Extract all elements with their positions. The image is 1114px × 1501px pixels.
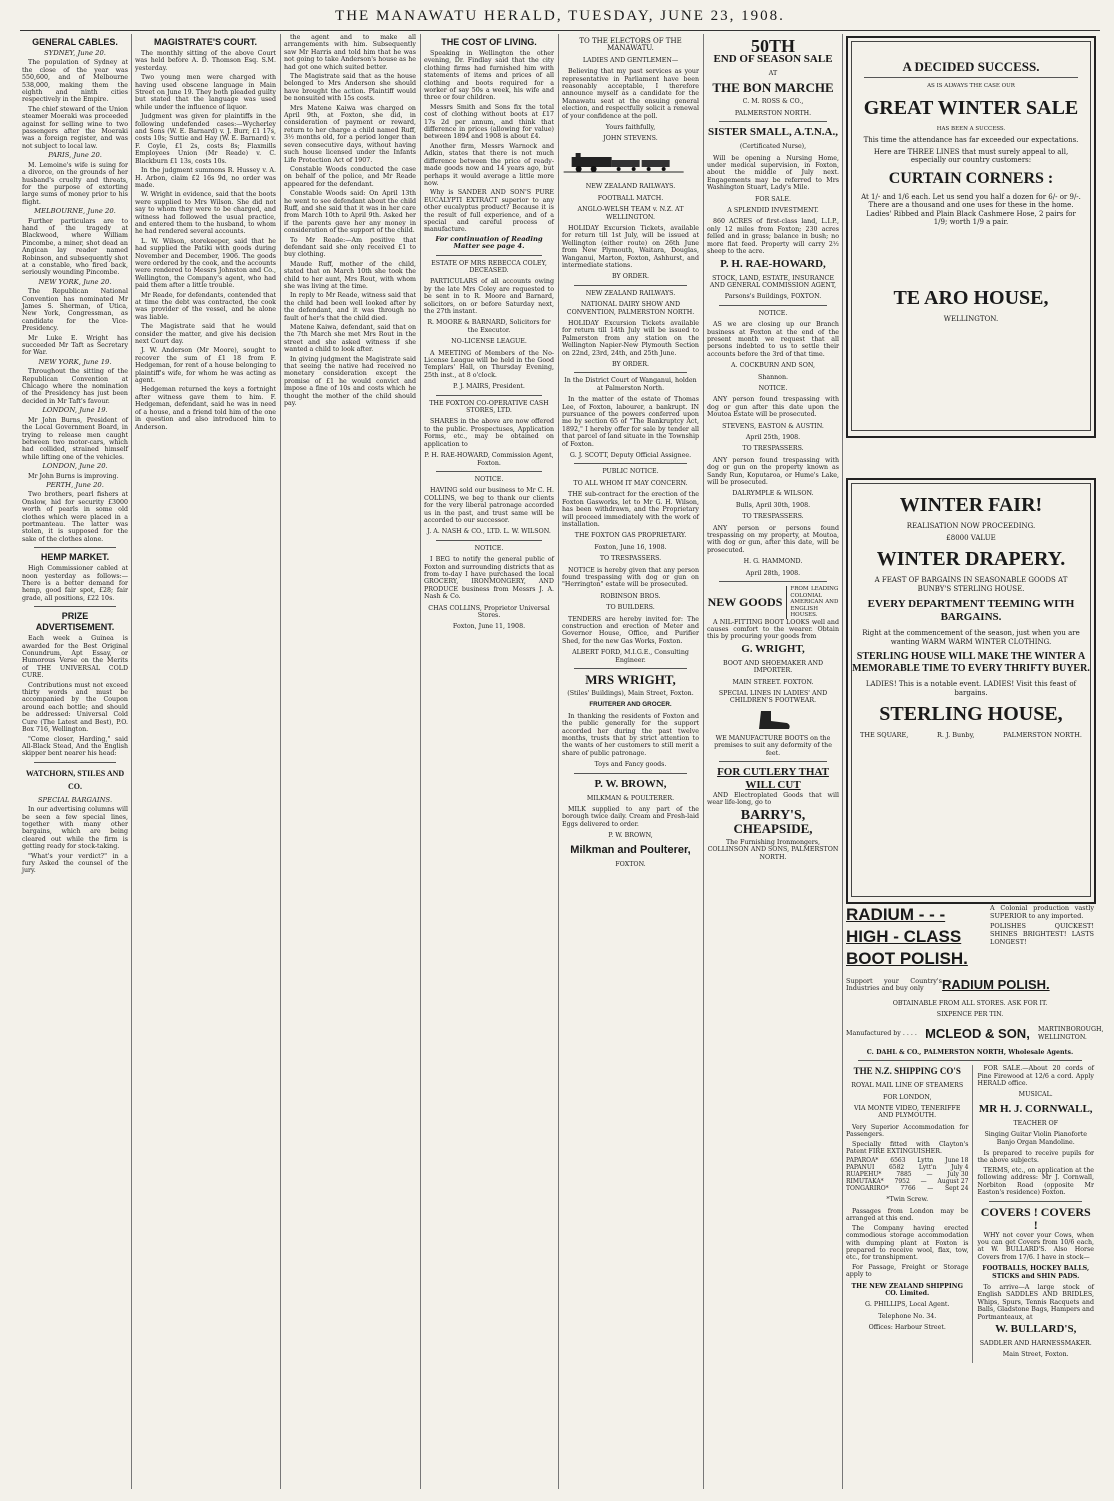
notice-heading: NOTICE. [758,384,788,392]
estate-heading: ESTATE OF MRS REBECCA COLEY, DECEASED. [431,259,547,274]
hemp-market-heading: HEMP MARKET. [40,552,110,563]
article-paragraph: The Magistrate said that he would consider the matter, and give his decision next Court day. [135,323,276,346]
fitted-line: Specially fitted with Clayton's Patent FIRE EXTINGUISHER. [846,1140,969,1156]
article-paragraph: Messrs Smith and Sons fix the total cost of clothing without boots at £17 17s 2d per annum, and think that difference in prices (allowing for value) between 1894 and 1908 is about £4. [424,103,554,141]
fiftieth-heading: 50TH [750,36,795,56]
league-heading: NO-LICENSE LEAGUE. [451,338,527,346]
ship-name: PAPANUI [846,1164,875,1172]
column-divider [558,34,559,1489]
signature-place: Shannon. [757,373,789,381]
article-paragraph: HOLIDAY Excursion Tickets, available for return till 1st July, will be issued at Wellington (either route) on 26th June from New Plymouth, Waitara, Douglas, Wanganui, Marton, Foxton, Ashhurst, and intermediate stations. [562,224,699,269]
article-paragraph: In giving judgment the Magistrate said that seeing the native had received no monetary consideration except the promise of £1 he would convict and impose a fine of 10s and costs which he thought the mother of the child should pay. [284,355,416,408]
date-line: Foxton, June 11, 1908. [452,623,526,631]
g-wright-address: MAIN STREET. FOXTON. [732,678,814,686]
ship-port: Lytt'n [918,1164,937,1172]
divider [858,1060,1082,1061]
g-wright-heading: G. WRIGHT, [741,642,805,655]
new-goods-banner [707,586,839,619]
ship-table [846,1157,968,1192]
ship-tons: 7952 [894,1178,910,1186]
verse: "Come closer, Harding," said All-Black Stead, And the English skipper bent nearer his head: [22,735,128,758]
ship-date: Sept 24 [944,1185,969,1193]
ship-name: RUAPEHU* [846,1171,882,1179]
sterling-owner: R. J. Bunby, [937,731,975,739]
signature: H. G. HAMMOND. [743,558,803,566]
instruments-line: Singing Guitar Violin Pianoforte Banjo Organ Mandoline. [984,1131,1087,1146]
article-paragraph: The chief steward of the Union steamer Moeraki was proceeded against for selling wine to two passengers after the Moeraki was a foreign register, and was not subject to local law. [22,105,128,150]
right-line: Right at the commencement of the season, just when you are wanting WARM WARM WINTER CLOTHING. [862,629,1080,646]
for-sale-heading: FOR SALE. [755,195,791,203]
barrys-heading: BARRY'S, [740,807,806,823]
high-class-word: HIGH - CLASS [846,927,962,946]
column-magistrates-court [135,34,276,1489]
sterling-town: PALMERSTON NORTH. [1003,731,1082,739]
article-paragraph: ANY person found trespassing with dog or gun after this date upon the Moutoa Estate will be prosecuted. [707,396,839,419]
ship-port: — [920,1178,927,1186]
divider [436,255,542,256]
article-paragraph: Two brothers, pearl fishers at Onslow, hid for security £3000 worth of pearls in some old clothes which were placed in a portmanteau. The latter was stolen, it is supposed for the sake of the clothes alone. [22,491,128,543]
signature: P. H. RAE-HOWARD, Commission Agent, Foxton. [424,452,554,467]
article-paragraph: L. W. Wilson, storekeeper, said that he had supplied the Patiki with goods during November and December, 1906. The goods were ordered by the cook, and the accounts were rendered to Messrs Johnston and Co., Wellington, the Company's agent, who had paid them after a little trouble. [135,237,276,290]
prize-advertisement-heading: PRIZE ADVERTISEMENT. [35,611,115,633]
article-paragraph: HAVING sold our business to Mr C. H. COLLINS, we beg to thank our clients for the very liberal patronage accorded us in the past, and trust same will be accorded to our successor. [424,487,554,524]
dateline: NEW YORK, June 20. [38,277,112,286]
column-notices [562,34,699,1489]
article-paragraph: Constable Woods said: On April 13th he went to see defendant about the child Ruff, and she said that it was in her care from March 10th to April 9th. Asked her if the parents gave her any money in consideration of the support of the child. [284,190,416,235]
freight-line: For Passage, Freight or Storage apply to [846,1263,969,1279]
ship-row [846,1164,968,1171]
article-paragraph: The Republican National Convention has nominated Mr James S. Sherman, of Utica, New York, Congressman, as candidate for the Vice-Presidency. [22,288,128,333]
railways-heading: NEW ZEALAND RAILWAYS. [585,183,676,191]
via-line: VIA MONTE VIDEO, TENERIFFE AND PLYMOUTH. [854,1105,961,1120]
ship-row [846,1157,968,1164]
verse: "What's your verdict?" in a fury Asked the counsel of the jury. [22,852,128,875]
te-aro-heading: TE ARO HOUSE, [893,286,1049,309]
radium-banner [846,904,1094,970]
column-ads [707,34,839,1489]
article-paragraph: NOTICE is hereby given that any person found trespassing with dog or gun on "Herrington" estate will be prosecuted. [562,566,699,589]
covers-heading: COVERS ! COVERS ! [980,1204,1091,1232]
column-divider [703,34,704,1489]
date-line: Bulls, April 30th, 1908. [735,501,811,509]
terms-line: TERMS, etc., on application at the following address: Mr J. Cornwall, Norbiton Road (opposite Mr Easton's residence) Foxton. [977,1166,1094,1197]
by-order: BY ORDER. [612,273,649,281]
railways-heading: NEW ZEALAND RAILWAYS. [585,289,676,297]
g-wright-sub: BOOT AND SHOEMAKER AND IMPORTER. [722,659,824,675]
trespass-heading: TO TRESPASSERS. [599,555,662,563]
palmerston-line: PALMERSTON NORTH. [734,109,812,117]
at-line: AT [768,70,778,77]
rae-sub: STOCK, LAND, ESTATE, INSURANCE AND GENERAL COMMISSION AGENT, [709,274,837,289]
divider [719,581,827,582]
ship-tons: 6563 [890,1157,906,1165]
general-cables-heading: GENERAL CABLES. [32,37,118,47]
dahl-line: C. DAHL & CO., PALMERSTON NORTH, Wholesale Agents. [866,1048,1074,1056]
phillips-line: G. PHILLIPS, Local Agent. [865,1301,950,1309]
value-line: £8000 VALUE [946,533,996,542]
boot-icon [753,709,793,731]
sterling-square: THE SQUARE, [860,731,909,739]
new-goods-side: FROM LEADING COLONIAL AMERICAN AND ENGLISH HOUSES. [786,586,838,619]
divider [34,547,116,548]
divider [436,540,542,541]
divider [574,773,687,774]
article-paragraph: Mr John Burns, President of the Local Government Board, in trying to release men caught between two motor-cars, which had collided, strained himself while lifting one of the vehicles. [22,416,128,461]
dateline: NEW YORK, June 19. [38,357,112,366]
by-order: BY ORDER. [612,361,649,368]
realisation-line: REALISATION NOW PROCEEDING. [906,522,1036,530]
trespass-heading: TO TRESPASSERS. [742,445,804,453]
dateline: LONDON, June 20. [42,462,108,471]
article-paragraph: The population of Sydney at the close of the year was 550,600, and of Melbourne 538,000, making them the eighth and ninth cities respectively in the Empire. [22,59,128,104]
divider [719,121,827,122]
article-paragraph: Mrs Matene Kaiwa was charged on April 9th, at Foxton, she did, in consideration of payment or reward, return to her charge a child named Ruff, 3½ months old, for a period longer than seven consecutive days, without having such house licensed under the Infants Life Protection Act of 1907. [284,104,416,164]
cutlery-heading: FOR CUTLERY THAT WILL CUT [717,766,829,792]
passages-line: Passages from London may be arranged at this end. [846,1207,969,1223]
signature: ALBERT FORD, M.I.G.E., Consulting Engineer. [572,649,689,664]
colonial-line: A Colonial production vastly SUPERIOR to any imported. [990,904,1094,920]
divider [719,305,827,306]
ship-name: RIMUTAKA* [846,1178,884,1186]
article-paragraph: In reply to Mr Reade, witness said that the child had been well looked after by the defendant, and it was through no fault of her's that the child died. [284,292,416,322]
offices-line: Offices: Harbour Street. [868,1324,946,1332]
article-paragraph: ANY person found trespassing with dog or gun on the property known as Sandy Run, Koputaroa, or Hume's Lake, will be prosecuted. [707,456,839,487]
divider [989,1201,1082,1202]
signature: P. J. MAIRS, President. [453,383,525,391]
divider [574,668,687,669]
new-goods-heading: NEW GOODS [707,594,783,609]
signature: G. J. SCOTT, Deputy Official Assignee. [569,452,692,460]
investment-heading: A SPLENDID INVESTMENT. [727,207,819,215]
dateline: PARIS, June 20. [48,151,102,160]
football-heading: FOOTBALL MATCH. [597,194,664,202]
arrive-line: To arrive—A large stock of English SADDLES AND BRIDLES, Whips, Spurs, Tennis Racquets and Balls, Gladstone Bags, Hampers and Portmanteaux, at [977,1283,1094,1321]
divider [34,762,116,763]
has-been-line: HAS BEEN A SUCCESS. [936,125,1006,132]
signature: P. W. BROWN, [608,832,653,840]
radium-word: RADIUM - - - [846,905,946,924]
article-paragraph: J. W. Anderson (Mr Moore), sought to recover the sum of £1 18 from F. Hedgeman, for rent of a house belonging to plaintiff's wife, for whom he was acting as agent. [135,347,276,385]
coop-heading: THE FOXTON CO-OPERATIVE CASH STORES, LTD. [429,399,549,415]
always-line: AS IS ALWAYS THE CASE OUR [927,83,1015,89]
support-line: Support your Country's Industries and buy only [846,976,942,992]
article-paragraph: Two young men were charged with having used obscene language in Main Street on June 19. They both pleaded guilty but stated that the language was used while under the influence of liquor. [135,74,276,111]
article-paragraph: In our advertising columns will be seen a few special lines, together with many other bargains, which are being cleared out while the firm is getting ready for stock-taking. [22,806,128,851]
article-paragraph: To Mr Reade:—Am positive that defendant said she only received £1 to buy clothing. [284,236,416,259]
radium-polish: RADIUM POLISH. [942,977,1050,992]
rae-howard-heading: P. H. RAE-HOWARD, [720,257,826,270]
every-department: EVERY DEPARTMENT TEEMING WITH BARGAINS. [867,598,1075,623]
divider [436,471,542,472]
ship-date: July 30 [947,1171,969,1179]
court-heading: In the District Court of Wanganui, holden at Palmerston North. [564,377,697,392]
article-paragraph: W. Wright in evidence, said that the boots were supplied to Mrs Wilson. She did not say to whom they were to be charged, and witness had followed the usual practice, and entered them to the husband, to whom he had rendered several accounts. [135,191,276,236]
column-cost-of-living [424,34,554,1489]
signature: JOHN STEVENS. [603,135,658,143]
concern-heading: TO ALL WHOM IT MAY CONCERN. [573,479,688,487]
column-right-ads [846,904,1104,1489]
telephone-line: Telephone No. 34. [878,1312,937,1320]
article-paragraph: Matene Kaiwa, defendant, said that on the 7th March she met Mrs Rout in the street and she asked witness if she wanted a child to look after. [284,324,416,354]
public-notice-heading: PUBLIC NOTICE. [602,468,659,476]
end-of-season-heading: END OF SEASON SALE [713,53,833,65]
notice-heading: NOTICE. [758,309,788,317]
sister-sub: (Certificated Nurse), [739,143,807,151]
mrs-wright-heading: MRS WRIGHT, [585,672,676,687]
article-paragraph: Why is SANDER AND SON'S PURE EUCALYPTI EXTRACT superior to any other eucalyptus product? Because it is the result of full experience, and of a special and careful process of manufacture. [424,189,554,234]
article-paragraph: In thanking the residents of Foxton and the public generally for the support accorded her during the past twelve months, trusts that by strict attention to the wants of her customers to still merit a share of public patronage. [562,712,699,757]
fruiterer-heading: FRUITERER AND GROCER. [589,701,672,709]
article-paragraph: THE sub-contract for the erection of the Foxton Gasworks, let to Mr G. H. Wilson, has been withdrawn, and the Proprietary will proceed immediately with the work of installation. [562,491,699,528]
ship-date: August 27 [937,1178,969,1186]
curtain-text: At 1/- and 1/6 each. Let us send you half a dozen for 6/- or 9/-. There are a thousand and one uses for these in the home. Ladies' Ribbed and Plain Black Cashmere Hose, 2 pairs for 1/9; worth 1/9 a pair. [861,192,1081,226]
teacher-line: TEACHER OF [1013,1119,1058,1127]
rae-address: Parsons's Buildings, FOXTON. [724,293,822,301]
divider [436,395,542,396]
article-paragraph: ANY person or persons found trespassing on my property, at Moutoa, with dog or gun, after this date, will be prosecuted. [707,524,839,554]
musical-heading: MUSICAL. [1018,1091,1053,1099]
article-paragraph: Throughout the sitting of the Republican Convention at Chicago where the nomination of the Presidency has just been decided in Mr Taft's favour. [22,368,128,405]
article-paragraph: A NIL-FITTING BOOT LOOKS well and causes comfort to the wearer. Obtain this by procuring your goods from [707,618,839,641]
dateline: LONDON, June 19. [42,406,108,415]
column-divider [842,34,843,1489]
trespass-heading: TO TRESPASSERS. [742,513,804,521]
ship-name: TONGARIRO* [846,1185,889,1193]
article-paragraph: High Commissioner cabled at noon yesterday as follows:—There is a better demand for hemp, good fair spot, £28; fair grade, all positions, £22 10s. [22,565,128,602]
notice-heading: NOTICE. [474,475,504,483]
article-paragraph: 860 ACRES of first-class land, L.I.P., only 12 miles from Foxton; 230 acres felled and in grass; balance in bush; no more flat feed. Property will carry 2½ sheep to the acre. [707,218,839,256]
feast-line: A FEAST OF BARGAINS IN SEASONABLE GOODS AT BUNBY'S STERLING HOUSE. [874,576,1068,593]
company-line: The Company having erected commodious storage accommodation with dumping plant at Foxton is prepared to receive wool, flax, tow, etc., for transhipment. [846,1224,969,1262]
article-paragraph: Speaking in Wellington the other evening, Dr. Findlay said that the city clothing firms had furnished him with statements of items and prices of all clothing and boots required for a worker of say 50s a week, his wife and three or four children. [424,50,554,102]
sterling-text: STERLING HOUSE WILL MAKE THE WINTER A MEMORABLE TIME TO EVERY THRIFTY BUYER. [852,651,1090,674]
masthead: THE MANAWATU HERALD, TUESDAY, JUNE 23, 1908. [335,8,785,24]
ship-port: — [926,1171,933,1179]
superior-line: Very Superior Accommodation for Passengers. [846,1123,969,1139]
column-divider [420,34,421,1489]
sterling-house-heading: STERLING HOUSE, [879,703,1063,725]
success-heading: A DECIDED SUCCESS. [902,59,1040,74]
right-small-ads [973,1065,1094,1363]
attendance-line: This time the attendance has far exceeded our expectations. [863,136,1079,144]
column-divider [131,34,132,1489]
notice-heading: NOTICE. [474,544,504,552]
martinborough-line: MARTINBOROUGH, WELLINGTON. [1038,1026,1104,1041]
winter-fair: WINTER FAIR! [899,494,1043,516]
article-paragraph: In the judgment summons R. Hussey v. A. H. Arbon, claim £2 16s 9d, no order was made. [135,167,276,189]
manufactured-line: Manufactured by . . . . [846,1030,917,1038]
covers-text: WHY not cover your Cows, when you can get Covers from 10/6 each, at W. BULLARD'S. Also Horse Covers from 17/6. I have in stock— [977,1231,1094,1261]
ship-date: June 18 [945,1157,969,1165]
magistrates-court-heading: MAGISTRATE'S COURT. [154,37,257,47]
milkman-poulterer: Milkman and Poulterer, [570,843,691,856]
article-paragraph: SHARES in the above are now offered to the public. Prospectuses, Application Forms, etc., may be obtained on application to [424,418,554,448]
article-paragraph: Believing that my past services as your representative in Parliament have been reasonably acceptable, I therefore announce myself as a candidate for the Manawatu seat at the ensuing general election, and respectfully solicit a renewal of your confidence at the poll. [562,68,699,120]
signature: ROBINSON BROS. [600,592,661,600]
divider [719,761,827,762]
boot-polish-word: BOOT POLISH. [846,949,968,968]
article-paragraph: Maude Ruff, mother of the child, stated that on March 10th she took the child to her aunt, Mrs Rout, with whom she was living at the time. [284,260,416,290]
ship-row [846,1171,968,1178]
article-paragraph: The Magistrate said that as the house belonged to Mrs Anderson she should have brought the action. Plaintiff would be nonsuited with 15s costs. [284,73,416,103]
article-paragraph: Constable Woods conducted the case on behalf of the police, and Mr Reade appeared for the defendant. [284,165,416,188]
signature: STEVENS, EASTON & AUSTIN. [722,422,824,430]
ship-row [846,1178,968,1185]
date-line: April 28th, 1908. [745,569,801,577]
royal-mail-line: ROYAL MAIL LINE OF STEAMERS [851,1082,964,1090]
article-paragraph: In the matter of the estate of Thomas Lee, of Foxton, labourer, a bankrupt. IN pursuance of the powers conferred upon me by section 65 of "The Bankruptcy Act, 1892," I hereby offer for sale by tender all that parcel of land situate in the Township of Foxton. [562,396,699,448]
foxton-line: FOXTON. [615,860,646,868]
article-paragraph: Mr Luke E. Wright has succeeded Mr Taft as Secretary for War. [22,334,128,357]
mcleod-heading: MCLEOD & SON, [925,1025,1030,1041]
signature: THE FOXTON GAS PROPRIETARY. [574,532,687,540]
for-london: FOR LONDON, [883,1093,932,1101]
article-paragraph: AND Electroplated Goods that will wear life-long, go to [707,792,839,807]
article-paragraph: Another firm, Messrs Warnock and Adkin, states that there is not much difference between the price of ready-made goods now and 14 years ago, but perhaps it would average a little more now. [424,142,554,187]
sister-small-heading: SISTER SMALL, A.T.N.A., [708,126,838,139]
electors-salute: LADIES AND GENTLEMEN— [582,56,679,64]
signature: DALRYMPLE & WILSON. [732,490,814,498]
masthead-rule [20,30,1100,31]
sterling-house-ad [846,478,1096,904]
article-paragraph: Contributions must not exceed thirty words and must be accompanied by the Coupon around each bottle; and should be addressed: Universal Cold Cure (The Latest and Best), P.O. Box 716, Wellington. [22,681,128,734]
dateline: SYDNEY, June 20. [44,49,106,57]
te-aro-house-ad [846,36,1096,438]
article-paragraph: TENDERS are hereby invited for: The construction and erection of Meter and Governor House, Office, and Purifier Shed, for the new Gas Works, Foxton. [562,615,699,645]
article-paragraph: The monthly sitting of the above Court was held before A. D. Thomson Esq. S.M. yesterday. [135,50,276,72]
watchorn-heading: WATCHORN, STILES AND CO. [25,768,125,791]
shipping-ad [846,1065,973,1363]
special-bargains: SPECIAL BARGAINS. [37,795,113,804]
article-paragraph: AS we are closing up our Branch business at Foxton at the end of the present month we request that all persons indebted to us to settle their accounts before the 3rd of that time. [707,321,839,358]
mrs-wright-address: (Stiles' Buildings), Main Street, Foxton. [567,690,694,697]
builders-heading: TO BUILDERS. [606,604,655,612]
manufacture-line: WE MANUFACTURE BOOTS on the premises to suit any deformity of the feet. [714,734,832,757]
three-lines: Here are THREE LINES that must surely appeal to all, especially our country customers: [873,147,1069,164]
toys-line: Toys and Fancy goods. [594,761,667,769]
article-paragraph: Judgment was given for plaintiffs in the following undefended cases:—Wycherley and Sons (W. E. Barnard) v. J. Burr, £1 17s, costs 10s; Suttie and Hay (W. E. Barnard) v. F. Coyle, £1 2s, costs 8s; Flaxmills Employees Union (Mr Reade) v. C. Blackburn £1 13s, costs 10s. [135,113,276,165]
cheapside-heading: CHEAPSIDE, [733,820,813,836]
football-subheading: ANGLO-WELSH TEAM v. N.Z. AT WELLINGTON. [577,206,684,221]
signature: J. A. NASH & CO., LTD. L. W. WILSON. [427,528,551,536]
furnishing-line: The Furnishing Ironmongers, COLLINSON AND SONS, PALMERSTON NORTH. [707,838,839,861]
prepared-line: Is prepared to receive pupils for the above subjects. [977,1150,1094,1165]
article-paragraph: HOLIDAY Excursion Tickets available for return till 14th July will be issued to Palmerston from any station on the Wellington Napier-New Plymouth Section on 22nd, 23rd, 24th, and 25th June. [562,319,699,357]
cost-of-living-heading: THE COST OF LIVING. [441,37,537,47]
article-paragraph: Hedgeman returned the keys a fortnight after witness gave them to him. F. Hedgeman, defendant, said he was in need of a house, and a friend told him of the one in question and also introduced him to Anderson. [135,386,276,431]
electors-heading: TO THE ELECTORS OF THE MANAWATU. [579,37,682,53]
divider [574,285,687,286]
ladies-line: LADIES! This is a notable event. LADIES! Visit this feast of bargains. [865,680,1077,697]
date-line: April 25th, 1908. [745,434,801,441]
article-paragraph: Further particulars are to hand of the tragedy at Blackwood, where William Pincombe, a miner, shot dead an Angican lay reader named Robinson, and subsequently shot at a constable, who fired back, seriously wounding Pincombe. [22,217,128,277]
shipping-heading: THE N.Z. SHIPPING CO'S [853,1066,961,1077]
signature: Yours faithfully, [605,124,656,132]
signature: R. MOORE & BARNARD, Solicitors for the Executor. [427,319,551,334]
cornwall-heading: MR H. J. CORNWALL, [978,1102,1093,1115]
ship-port: Lyttn [917,1157,934,1165]
winter-drapery: WINTER DRAPERY. [876,548,1066,570]
divider [574,463,687,464]
for-sale-firewood: FOR SALE.—About 20 cords of Pine Firewood at 12/6 a cord. Apply HERALD office. [977,1065,1094,1088]
polishes-line: POLISHES QUICKEST! SHINES BRIGHTEST! LASTS LONGEST! [990,922,1094,946]
pwbrown-heading: P. W. BROWN, [594,777,667,790]
article-paragraph: Mr John Burns is improving. [28,472,119,480]
signature: CHAS COLLINS, Proprietor Universal Stores. [428,604,550,619]
main-street-line: Main Street, Foxton. [1002,1351,1069,1359]
train-icon [562,151,685,173]
ship-tons: 6582 [888,1164,905,1172]
dateline: PERTH, June 20. [46,480,104,489]
column-general-cables [22,34,128,1489]
ship-tons: 7766 [900,1185,916,1193]
ship-name: PAPAROA* [846,1157,879,1165]
divider [34,606,116,607]
dateline: MELBOURNE, June 20. [34,207,116,216]
column-court-continued [284,34,416,1489]
te-aro-city: WELLINGTON. [943,314,999,323]
column-divider [280,34,281,1489]
article-paragraph: MILK supplied to any part of the borough twice daily. Cream and Fresh-laid Eggs delivered to order. [562,806,699,828]
article-paragraph: I BEG to notify the general public of Foxton and surrounding districts that as from to-day I have purchased the local GROCERY, IRONMONGERY, AND PRODUCE business from Messrs J. A. Nash & Co. [424,556,554,601]
ship-row [846,1185,968,1192]
divider [574,372,687,373]
bullard-heading: W. BULLARD'S, [995,1322,1077,1335]
article-paragraph: M. Lemoine's wife is suing for a divorce, on the grounds of her husband's cruelty and threats, for the purpose of extorting large sums of money prior to his flight. [22,161,128,206]
signature: A. COCKBURN AND SON, [731,362,815,370]
dairy-heading: NATIONAL DAIRY SHOW AND CONVENTION, PALMERSTON NORTH. [566,301,695,316]
bon-marche-heading: THE BON MARCHE [712,80,834,96]
article-paragraph: Will be opening a Nursing Home, under medical supervision, in Foxton, about the middle of July next. Engagements may be referred to Mrs Washington Stuart, Lady's Mile. [707,154,839,192]
nz-shipping: THE NEW ZEALAND SHIPPING CO. Limited. [851,1282,963,1297]
ship-tons: 7885 [896,1171,912,1179]
continuation-note: For continuation of Reading Matter see page 4. [435,234,543,251]
footballs-line: FOOTBALLS, HOCKEY BALLS, STICKS and SHIN PADS. [982,1265,1090,1280]
date-line: Foxton, June 16, 1908. [594,543,667,551]
ship-port: — [927,1185,934,1193]
article-paragraph: PARTICULARS of all accounts owing by the late Mrs Coley are requested to be sent in to R. Moore and Barnard, solicitors, on or before Saturday next, the 27th instant. [424,278,554,315]
milkman-heading: MILKMAN & POULTERER. [586,794,675,802]
article-paragraph: the agent and to make all arrangements with him. Subsequently saw Mr Harris and told him that he was not going to take Anderson's house as he had got one which suited better. [284,34,416,71]
ship-date: July 4 [951,1164,969,1172]
sixpence-line: SIXPENCE PER TIN. [936,1011,1004,1019]
ross-line: C. M. ROSS & CO., [742,98,804,106]
obtainable-line: OBTAINABLE FROM ALL STORES. ASK FOR IT. [892,1000,1048,1007]
curtain-corners: CURTAIN CORNERS : [888,169,1054,187]
saddler-line: SADDLER AND HARNESSMAKER. [979,1339,1092,1347]
divider [864,77,1078,78]
special-lines: SPECIAL LINES IN LADIES' AND CHILDREN'S FOOTWEAR. [718,690,828,705]
great-winter-sale: GREAT WINTER SALE [863,96,1079,119]
article-paragraph: A MEETING of Members of the No-License League will be held in the Good Templars' Hall, on Thursday Evening, 25th inst., at 8 o'clock. [424,349,554,379]
twin-screw: *Twin Screw. [886,1196,929,1204]
article-paragraph: Each week a Guinea is awarded for the Best Original Conundrum, Apt Essay, or Humorous Verse on the Merits of THE UNIVERSAL COLD CURE. [22,635,128,680]
article-paragraph: Mr Reade, for defendants, contended that at time the debt was contracted, the cook was provider of the vessel, and he alone was liable. [135,291,276,321]
